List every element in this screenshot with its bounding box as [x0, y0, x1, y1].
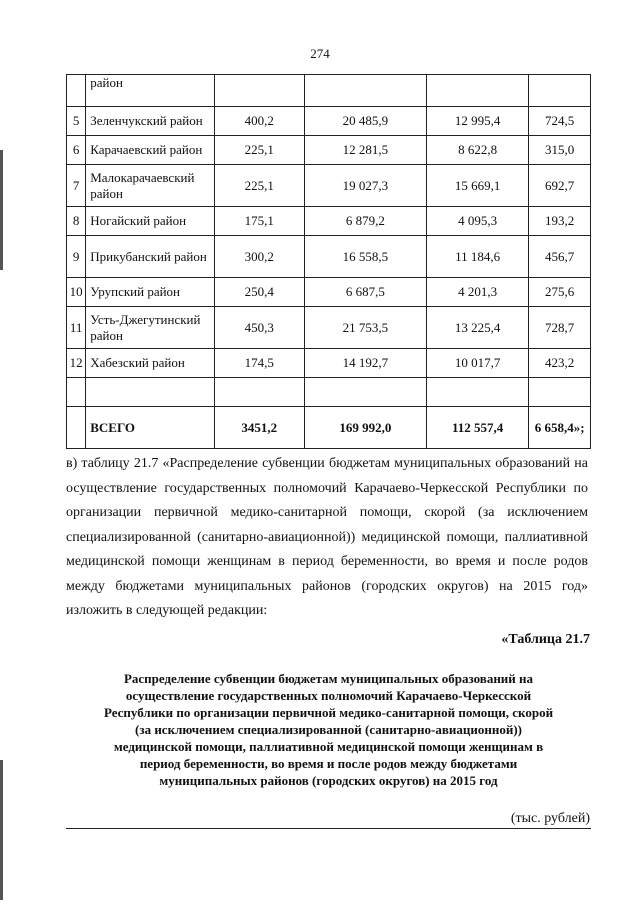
total-row — [67, 407, 591, 449]
row-number-cell: 7 — [67, 165, 86, 207]
value-cell: 19 027,3 — [304, 165, 426, 207]
value-cell: 728,7 — [529, 307, 591, 349]
value-cell: 16 558,5 — [304, 236, 426, 278]
table-row — [67, 307, 591, 349]
district-name-cell: Хабезский район — [86, 349, 214, 378]
table-row — [67, 378, 591, 407]
district-name-cell — [86, 378, 214, 407]
district-name-cell: Урупский район — [86, 278, 214, 307]
scan-margin-mark — [0, 150, 3, 270]
heading-line: осуществление государственных полномочий Карачаево-Черкесской — [125, 688, 532, 703]
value-cell — [214, 75, 304, 107]
total-value-cell: 112 557,4 — [427, 407, 529, 449]
row-number-cell: 6 — [67, 136, 86, 165]
value-cell: 6 687,5 — [304, 278, 426, 307]
value-cell: 275,6 — [529, 278, 591, 307]
table-row — [67, 136, 591, 165]
value-cell — [529, 75, 591, 107]
value-cell: 15 669,1 — [427, 165, 529, 207]
row-number-cell: 12 — [67, 349, 86, 378]
table-body — [67, 75, 591, 449]
value-cell: 225,1 — [214, 165, 304, 207]
heading-line: Распределение субвенции бюджетам муниципальных образований на — [123, 671, 534, 686]
value-cell: 4 201,3 — [427, 278, 529, 307]
value-cell: 174,5 — [214, 349, 304, 378]
table-label: «Таблица 21.7 — [501, 632, 590, 647]
row-number-cell: 10 — [67, 278, 86, 307]
units-label: (тыс. рублей) — [510, 811, 590, 826]
value-cell: 450,3 — [214, 307, 304, 349]
subvention-table — [66, 74, 591, 449]
total-value-cell: 6 658,4»; — [529, 407, 591, 449]
value-cell: 300,2 — [214, 236, 304, 278]
heading-line: Республики по организации первичной медико-санитарной помощи, скорой — [103, 705, 554, 720]
value-cell: 250,4 — [214, 278, 304, 307]
page-number: 274 — [310, 46, 330, 61]
value-cell: 20 485,9 — [304, 107, 426, 136]
value-cell: 6 879,2 — [304, 207, 426, 236]
district-name-cell: Карачаевский район — [86, 136, 214, 165]
row-number-cell: 8 — [67, 207, 86, 236]
value-cell: 315,0 — [529, 136, 591, 165]
district-name-cell: Ногайский район — [86, 207, 214, 236]
value-cell — [304, 378, 426, 407]
heading-line: медицинской помощи, паллиативной медицинской помощи женщинам в — [113, 739, 544, 754]
table-heading — [66, 670, 591, 789]
scan-margin-mark — [0, 760, 3, 900]
row-number-cell — [67, 378, 86, 407]
total-value-cell: 169 992,0 — [304, 407, 426, 449]
value-cell: 692,7 — [529, 165, 591, 207]
value-cell: 8 622,8 — [427, 136, 529, 165]
value-cell: 12 281,5 — [304, 136, 426, 165]
district-name-cell: Усть-Джегутинский район — [86, 307, 214, 349]
heading-line: муниципальных районов (городских округов) на 2015 год — [159, 773, 498, 788]
value-cell: 456,7 — [529, 236, 591, 278]
value-cell: 225,1 — [214, 136, 304, 165]
amendment-paragraph: в) таблицу 21.7 «Распределение субвенции бюджетам муниципальных образований на осуществление государственных полномочий Карачаево-Черкесской Республики по организации первичной медико-санитарной помощи, скорой (за исключением специализированной (санитарно-авиационной)) медицинской помощи, паллиативной медицинской помощи женщинам в период беременности, во время и после родов между бюджетами муниципальных районов (городских округов) на 2015 год» изложить в следующей редакции: — [66, 456, 588, 618]
value-cell — [529, 378, 591, 407]
value-cell — [214, 378, 304, 407]
total-label-cell: ВСЕГО — [86, 407, 214, 449]
value-cell: 4 095,3 — [427, 207, 529, 236]
heading-line: (за исключением специализированной (санитарно-авиационной)) — [135, 722, 522, 737]
table-row — [67, 165, 591, 207]
value-cell — [304, 75, 426, 107]
value-cell: 175,1 — [214, 207, 304, 236]
table-row — [67, 207, 591, 236]
district-name-cell: район — [86, 75, 214, 107]
district-name-cell: Прикубанский район — [86, 236, 214, 278]
row-number-cell — [67, 75, 86, 107]
table-row — [67, 75, 591, 107]
table-row — [67, 236, 591, 278]
table-row — [67, 278, 591, 307]
value-cell: 11 184,6 — [427, 236, 529, 278]
value-cell — [427, 75, 529, 107]
value-cell: 13 225,4 — [427, 307, 529, 349]
district-name-cell: Малокарачаевский район — [86, 165, 214, 207]
table-row — [67, 107, 591, 136]
value-cell: 12 995,4 — [427, 107, 529, 136]
value-cell — [427, 378, 529, 407]
total-value-cell: 3451,2 — [214, 407, 304, 449]
value-cell: 400,2 — [214, 107, 304, 136]
value-cell: 193,2 — [529, 207, 591, 236]
value-cell: 14 192,7 — [304, 349, 426, 378]
value-cell: 10 017,7 — [427, 349, 529, 378]
row-number-cell — [67, 407, 86, 449]
district-name-cell: Зеленчукский район — [86, 107, 214, 136]
heading-line: период беременности, во время и после родов между бюджетами — [139, 756, 518, 771]
value-cell: 423,2 — [529, 349, 591, 378]
table-row — [67, 349, 591, 378]
row-number-cell: 11 — [67, 307, 86, 349]
value-cell: 21 753,5 — [304, 307, 426, 349]
row-number-cell: 5 — [67, 107, 86, 136]
row-number-cell: 9 — [67, 236, 86, 278]
divider-rule — [66, 828, 591, 829]
value-cell: 724,5 — [529, 107, 591, 136]
